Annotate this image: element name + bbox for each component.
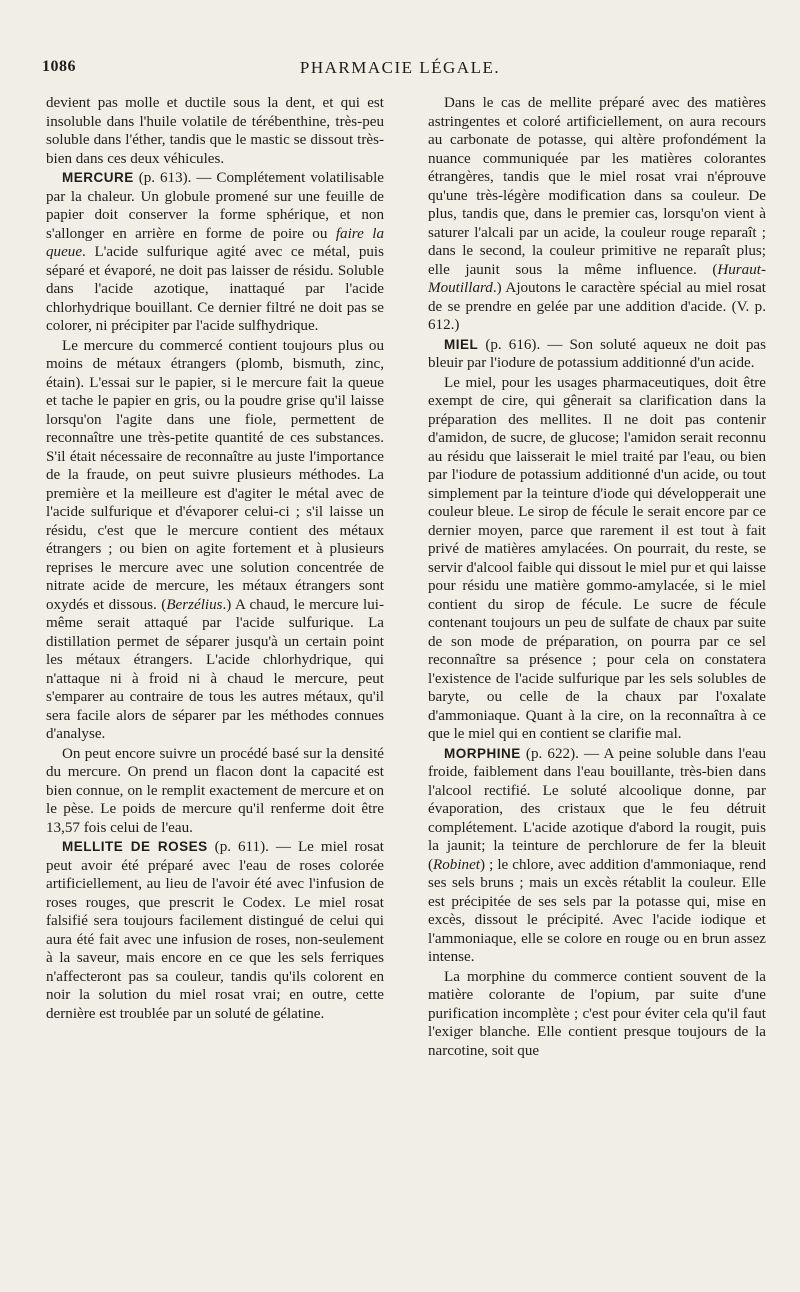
paragraph-densite: On peut encore suivre un procédé basé sur la densité du mercure. On prend un flacon dont la capacité est bien connue, on le remplit exactement de mercure et on le pèse. Le poids de mercure qu'il renferme doit être 13,57 fois celui de l'eau. — [46, 745, 384, 836]
paragraph-mellite-astringent — [428, 94, 766, 335]
entry-text: . L'acide sulfurique agité avec ce métal, puis séparé et évaporé, ne doit pas laisser de résidu. Soluble dans l'acide azotique, inattaqué par l'acide chlorhydrique bouillant. Ce dernier filtré ne doit pas se colorer, ni précipiter par l'acide sulfhydrique. — [46, 244, 384, 334]
paragraph-text: Le mercure du commercé contient toujours plus ou moins de métaux étrangers (plomb, bismuth, zinc, étain). L'essai sur le papier, si le mercure fait la queue et tache le papier en gris, ou la poudre grise qu'il laisse lorsqu'on l'agite dans une fiole, permettent de reconnaître une très-petite quantité de ces substances. S'il était nécessaire de reconnaître au juste l'importance de la fraude, on peut suivre plusieurs méthodes. La première et la meilleure est d'agiter le métal avec de l'acide sulfurique et d'évaporer celui-ci ; s'il laisse un résidu, c'est que le mercure contient des métaux étrangers ; ou bien on agite fortement et à plusieurs reprises le mercure avec une solution concentrée de nitrate acide de mercure, les métaux étrangers sont oxydés et dissous. ( — [46, 337, 384, 613]
running-title: PHARMACIE LÉGALE. — [299, 58, 501, 77]
entry-miel — [428, 336, 766, 373]
paragraph-text: .) Ajoutons le caractère spécial au miel rosat de se prendre en gelée par une addition d'acide. (V. p. 612.) — [428, 280, 766, 333]
page-header — [42, 58, 758, 84]
entry-text: (p. 613). — Complétement volatilisable par la chaleur. Un globule promené sur une feuille de papier doit conserver la forme sphérique, et non s'allonger en arrière en forme de poire ou — [46, 170, 384, 242]
entry-heading-miel: MIEL — [444, 336, 479, 352]
paragraph-mercure-commerce — [46, 337, 384, 744]
left-column — [46, 94, 384, 1024]
italic-phrase: faire la queue — [46, 225, 384, 260]
entry-text: (p. 611). — Le miel rosat peut avoir été préparé avec l'eau de roses colorée artificiellement, au lieu de l'avoir été avec l'infusion de roses rouges, que prescrit le Codex. Le miel rosat falsifié sera toujours facilement distingué de celui qui aura été fait avec une infusion de roses, non-seulement à la saveur, mais encore en ce que les sels ferriques n'affecteront pas sa couleur, tandis qu'ils colorent en noir la solution du miel rosat vrai; en outre, cette dernière est troublée par un soluté de gélatine. — [46, 839, 384, 1022]
citation-author: Huraut-Moutillard — [428, 261, 766, 296]
paragraph-miel-usages: Le miel, pour les usages pharmaceutiques, doit être exempt de cire, qui gênerait sa clarification dans la préparation des mellites. Il ne doit pas contenir d'amidon, de sucre, de glucose; l'amidon serait reconnu au résidu que laisserait le miel traité par l'eau, ou bien par l'iodure de potassium additionné d'un acide, ou tout simplement par la teinture d'iode qui développerait une couleur bleue. Le sirop de fécule le serait encore par ce dernier moyen, parce que rarement il est tout à fait privé de matières amylacées. On pourrait, du reste, se servir d'alcool faible qui dissout le miel pur et qui laisse pour résidu une matière gommo-amylacée, si le miel contient du sirop de fécule. Le sucre de fécule contenant toujours un peu de sulfate de chaux par suite de son mode de préparation, on pourra par ce sel reconnaître sa présence ; pour cela on constatera l'existence de l'acide sulfurique par les sels solubles de baryte, ou celle de la chaux par l'oxalate d'ammoniaque. Quant à la cire, on la reconnaîtra à ce que le miel qui en contient se clarifie mal. — [428, 374, 766, 742]
right-column — [428, 94, 766, 1061]
entry-heading-mercure: MERCURE — [62, 170, 134, 185]
entry-heading-morphine: MORPHINE — [444, 745, 521, 761]
paragraph-text: Dans le cas de mellite préparé avec des matières astringentes et coloré artificiellement, on aura recours au carbonate de potasse, qui altère profondément la nuance communiquée par les matières colorantes étrangères, tandis que le miel rosat vrai n'éprouve qu'une très-légère modification dans sa couleur. De plus, tandis que, dans le premier cas, lorsqu'on vient à saturer l'alcali par un acide, la couleur rouge reparaît ; dans le second, la couleur primitive ne reparaît plus; elle jaunit sous la même influence. ( — [428, 95, 766, 278]
paragraph-tereben: devient pas molle et ductile sous la dent, et qui est insoluble dans l'huile volatile de térébenthine, très-peu soluble dans l'éther, tandis que le mastic se dissout très-bien dans ces deux véhicules. — [46, 95, 384, 167]
entry-text: (p. 622). — A peine soluble dans l'eau froide, faiblement dans l'eau bouillante, très-bien dans l'alcool rectifié. Le soluté alcoolique donne, par évaporation, des cristaux que le feu détruit complétement. L'acide azotique d'abord la rougit, puis la jaunit; la teinture de perchlorure de fer la bleuit ( — [428, 745, 766, 873]
citation-author: Robinet — [433, 856, 480, 873]
entry-morphine — [428, 745, 766, 967]
citation-author: Berzélius — [166, 596, 223, 613]
entry-text: (p. 616). — Son soluté aqueux ne doit pas bleuir par l'iodure de potassium additionné d'un acide. — [428, 336, 766, 371]
entry-heading-mellite: MELLITE DE ROSES — [62, 839, 208, 854]
page-number: 1086 — [42, 58, 76, 75]
entry-mercure — [46, 169, 384, 336]
paragraph-text: .) A chaud, le mercure lui-même serait attaqué par l'acide sulfurique. La distillation permet de séparer jusqu'à un certain point les métaux étrangers. L'acide chlorhydrique, qui n'attaque ni à froid ni à chaud le mercure, peut s'emparer au contraire de tous les autres métaux, qu'il sera facile alors de séparer par les méthodes connues d'analyse. — [46, 596, 384, 742]
paragraph-morphine-commerce: La morphine du commerce contient souvent de la matière colorante de l'opium, par suite d'une purification incomplète ; c'est pour éviter cela qu'il faut l'exiger blanche. Elle contient presque toujours de la narcotine, soit que — [428, 968, 766, 1059]
entry-text: ) ; le chlore, avec addition d'ammoniaque, rend ses sels bruns ; mais un excès rétablit la couleur. Elle est précipitée de ses sels par la potasse qui, mise en excès, dissout le précipité. Avec l'acide iodique et l'ammoniaque, elle se colore en rouge ou en brun assez intense. — [428, 856, 766, 965]
entry-mellite-de-roses — [46, 838, 384, 1023]
